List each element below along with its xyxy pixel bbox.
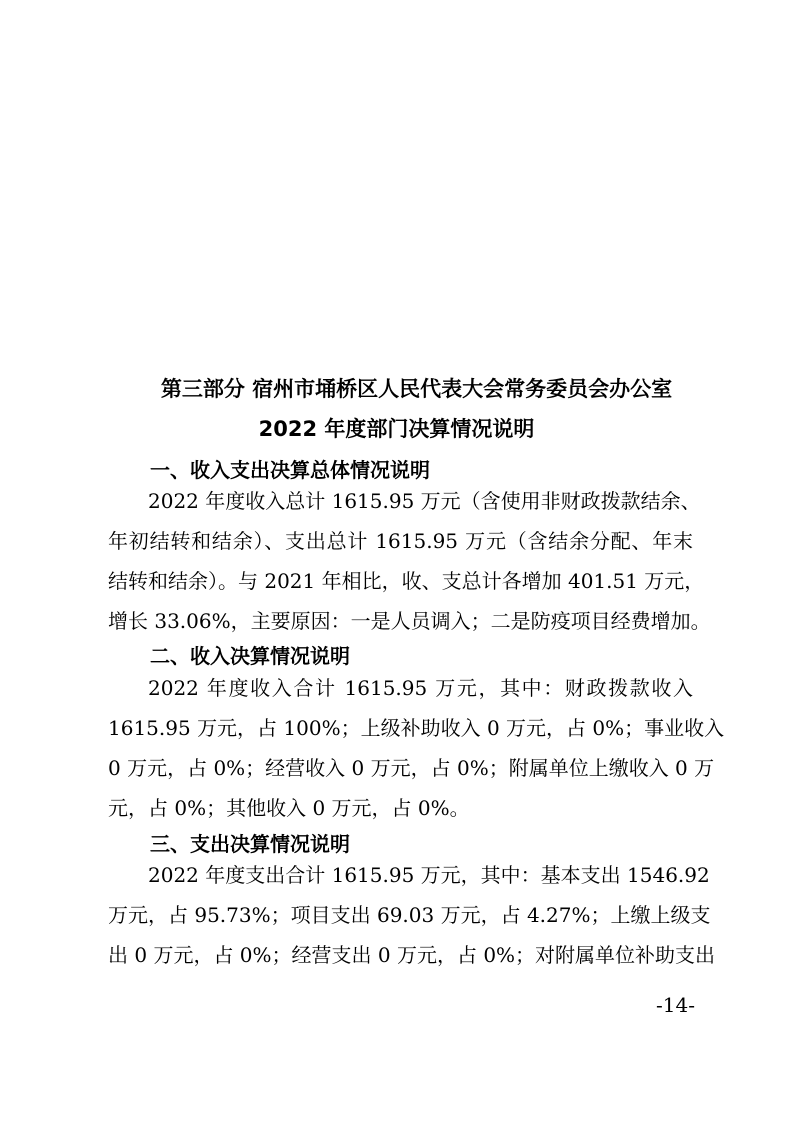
section-heading-expenditure: 三、支出决算情况说明 (150, 832, 350, 856)
paragraph-line: 增长 33.06%，主要原因：一是人员调入；二是防疫项目经费增加。 (108, 609, 711, 633)
document-title-line1: 第三部分 宿州市埇桥区人民代表大会常务委员会办公室 (160, 377, 673, 401)
section-heading-overall: 一、收入支出决算总体情况说明 (150, 458, 430, 482)
section-paragraph-income (108, 668, 725, 828)
page-number: -14- (656, 993, 695, 1017)
paragraph-line: 年初结转和结余）、支出总计 1615.95 万元（含结余分配、年末 (108, 529, 693, 553)
section-paragraph-overall (108, 481, 711, 641)
paragraph-line: 2022 年度收入合计 1615.95 万元，其中：财政拨款收入 (148, 676, 693, 700)
paragraph-line: 2022 年度收入总计 1615.95 万元（含使用非财政拨款结余、 (148, 489, 701, 513)
paragraph-line: 出 0 万元，占 0%；经营支出 0 万元，占 0%；对附属单位补助支出 (108, 943, 716, 967)
section-heading-income: 二、收入决算情况说明 (150, 644, 350, 668)
paragraph-line: 结转和结余）。与 2021 年相比，收、支总计各增加 401.51 万元， (108, 569, 705, 593)
paragraph-line: 2022 年度支出合计 1615.95 万元，其中：基本支出 1546.92 (148, 863, 710, 887)
paragraph-line: 1615.95 万元，占 100%；上级补助收入 0 万元，占 0%；事业收入 (108, 716, 725, 740)
paragraph-line: 万元，占 95.73%；项目支出 69.03 万元，占 4.27%；上缴上级支 (108, 903, 711, 927)
paragraph-line: 元，占 0%；其他收入 0 万元，占 0%。 (108, 796, 470, 820)
document-title-line2: 2022 年度部门决算情况说明 (258, 417, 535, 441)
section-paragraph-expenditure (108, 855, 716, 975)
paragraph-line: 0 万元，占 0%；经营收入 0 万元，占 0%；附属单位上缴收入 0 万 (108, 756, 715, 780)
